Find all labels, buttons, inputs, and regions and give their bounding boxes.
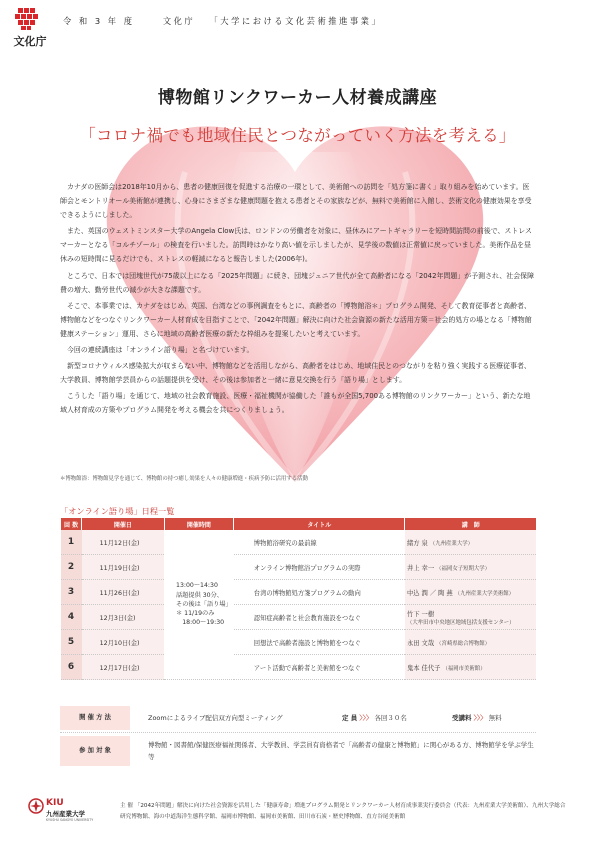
fiscal-year: 令 和 3 年 度 [63,16,135,26]
col-header-title: タイトル [234,518,405,530]
divider [60,732,536,733]
session-date: 12月3日(金) [82,605,164,630]
lecturer-affiliation: （九州産業大学） [429,540,473,547]
logo-text: 文化庁 [13,35,47,48]
lecturer-affiliation: （大牟田市中央地区地域包括支援センター） [406,619,515,626]
session-number: 2 [61,555,82,580]
session-title: アート活動で高齢者と美術館をつなぐ [234,655,405,680]
paragraph: 新型コロナウィルス感染拡大が収まらない中、博物館などを活用しながら、高齢者をはじめ、地域住民とのつながりを粘り強く実践する医療従事者、大学教員、博物館学芸員からの話題提供を受け、その後は参加者と一緒に意見交換を行う「語り場」とします。 [60,362,531,385]
capacity-value: 各回３０名 [374,714,407,722]
time-line: その後は「語り場」 [176,600,232,608]
table-row [61,630,537,655]
col-header-time: 開催時間 [164,518,234,530]
project-name: 「大学における文化芸術推進事業」 [209,16,383,26]
col-header-lecturer: 講 師 [405,518,536,530]
session-title: 博物館浴研究の最前線 [234,530,405,555]
capacity-label: 定 員 [342,714,358,722]
time-line: 13:00～14:30 [176,582,218,590]
arrow-icon: 〉〉〉 [359,714,373,722]
lecturer-affiliation: （福岡女子短期大学） [436,565,491,572]
paragraph: こうした「語り場」を通じて、地域の社会教育施設、医療・福祉機関が協働した「誰もが全国5,700ある博物館のリンクワーカー」という、新たな地域人材育成の方策やプログラム開発を考える機会を共につくりましょう。 [60,392,531,415]
session-number: 3 [61,580,82,605]
session-number: 6 [61,655,82,680]
col-header-date: 開催日 [82,518,164,530]
lecturer-affiliation: （福岡市美術館） [442,665,486,672]
session-time [164,530,234,680]
method-label: 開 催 方 法 [60,706,130,730]
sub-title: 「コロナ禍でも地域住民とつながっていく方法を考える」 [79,126,516,145]
session-title: 台湾の博物館処方箋プログラムの動向 [234,580,405,605]
fee-value: 無料 [488,714,502,722]
method-value: Zoomによるライブ配信双方向型ミーティング [148,714,283,722]
session-lecturer [405,605,536,630]
session-title: 認知症高齢者と社会教育施設をつなぐ [234,605,405,630]
time-line: ＊ 11/19のみ [176,610,215,618]
target-label: 参 加 対 象 [60,736,130,766]
session-date: 11月12日(金) [82,530,164,555]
target-value: 博物館・図書館/保健医療福祉関係者、大学教員、学芸員有資格者で「高齢者の健康と博物館」に関心がある方、博物館学を学ぶ学生等 [148,741,534,761]
paragraph: 今回の連続講座は「オンライン語り場」と名づけています。 [66,346,254,355]
paragraph: また、英国のウェストミンスター大学のAngela Clow氏は、ロンドンの労働者を対象に、昼休みにアートギャラリーを短時間訪問の前後で、ストレスマーカーとなる「コルチゾール」の検査を行いました。訪問時はかなり高い値を示しましたが、見学後の数値は正常値に戻っていました。美術作品を昼休みの短時間に見るだけでも、ストレスの軽減になると報告しました(2006年)。 [60,227,532,264]
paragraph: そこで、本事業では、カナダをはじめ、英国、台湾などの事例調査をもとに、高齢者の「博物館浴＊」プログラム開発、そして教育従事者と高齢者、博物館などをつなぐリンクワーカー人材育成を目指すことで、「2042年問題」解決に向けた社会資源の新たな活用方策＝社会的処方の場となる「博物館健康ステーション」運用、さらに地域の高齢者医療の新たな枠組みを提案したいと考えています。 [60,301,532,338]
session-number: 5 [61,630,82,655]
session-number: 4 [61,605,82,630]
intro-body [60,180,536,420]
kiu-short: KIU [46,798,64,808]
arrow-icon: 〉〉〉 [473,714,487,722]
lecturer-affiliation: （九州産業大学美術館） [454,590,515,597]
col-header-no: 回 数 [61,518,82,530]
table-row [61,530,537,555]
time-line: 話題提供 30分、 [176,591,223,599]
table-row [61,555,537,580]
schedule-table [60,518,536,680]
session-date: 12月17日(金) [82,655,164,680]
session-lecturer [405,580,536,605]
method-row [60,706,536,730]
paragraph: ところで、日本では団塊世代が75歳以上になる「2025年問題」に続き、団塊ジュニア世代が全て高齢者になる「2042年問題」が予測され、社会保障費の増大、勤労世代の減少が大きな課題です。 [60,271,535,294]
fee-label: 受講料 [452,714,472,722]
lecturer-name: 中込 潤 ／ 陶 燕 [406,589,453,597]
lecturer-name: 竹下 一樹 [406,610,435,618]
fee [452,706,502,730]
capacity [342,706,407,730]
table-row [61,605,537,630]
sponsor-text: 主 催 「2042年問題」解決に向けた社会資源を活用した「健康寿命」増進プログラム開発とリンクワーカー人材育成事業実行委員会（代表：九州産業大学美術館）、九州大学総合研究博物館、海の中道海洋生態科学館、福岡市博物館、福岡市美術館、田川市石炭・歴史博物館、直方谷尾美術館 [120,803,566,820]
kiu-name: 九州産業大学 [46,810,85,818]
agency-name: 文化庁 [162,16,196,26]
session-number: 1 [61,530,82,555]
session-date: 11月19日(金) [82,555,164,580]
table-row [61,655,537,680]
session-title: 回想法で高齢者施設と博物館をつなぐ [234,630,405,655]
schedule-heading: 「オンライン語り場」日程一覧 [60,506,175,516]
paragraph: カナダの医師会は2018年10月から、患者の健康回復を促進する治療の一環として、美術館への訪問を「処方箋に書く」取り組みを始めています。医師会とモントリオール美術館が連携し、心身にさまざまな健康問題を抱える患者とその家族などが、無料で美術館に入館し、芸術文化の健康効果を享受できるようにしました。 [60,183,532,220]
target-row [60,736,536,766]
lecturer-affiliation: （宮崎県総合博物館） [436,640,491,647]
session-date: 11月26日(金) [82,580,164,605]
session-lecturer [405,530,536,555]
session-lecturer [405,555,536,580]
kiu-name-en: KYUSHU SANGYO UNIVERSITY [46,818,94,822]
schedule-header-row [61,518,537,530]
session-date: 12月10日(金) [82,630,164,655]
footnote: ＊博物館浴：博物館見学を通じて、博物館の持つ癒し効果を人々の健康増進・疾病予防に活用する活動 [60,476,308,482]
header-bar [0,0,595,50]
session-lecturer [405,655,536,680]
time-line: 18:00～19:30 [176,619,225,627]
lecturer-name: 緒方 泉 [406,539,428,547]
lecturer-name: 鬼本 佳代子 [406,664,441,672]
bunkacho-logo [10,6,50,48]
header-line [63,15,382,27]
lecturer-name: 永田 文哉 [406,639,435,647]
kiu-emblem-icon [28,798,44,814]
session-lecturer [405,630,536,655]
table-row [61,580,537,605]
main-title: 博物館リンクワーカー人材養成講座 [157,88,438,108]
kiu-logo [28,798,98,838]
lecturer-name: 井上 幸一 [406,564,435,572]
session-title: オンライン博物館浴プログラムの実際 [234,555,405,580]
